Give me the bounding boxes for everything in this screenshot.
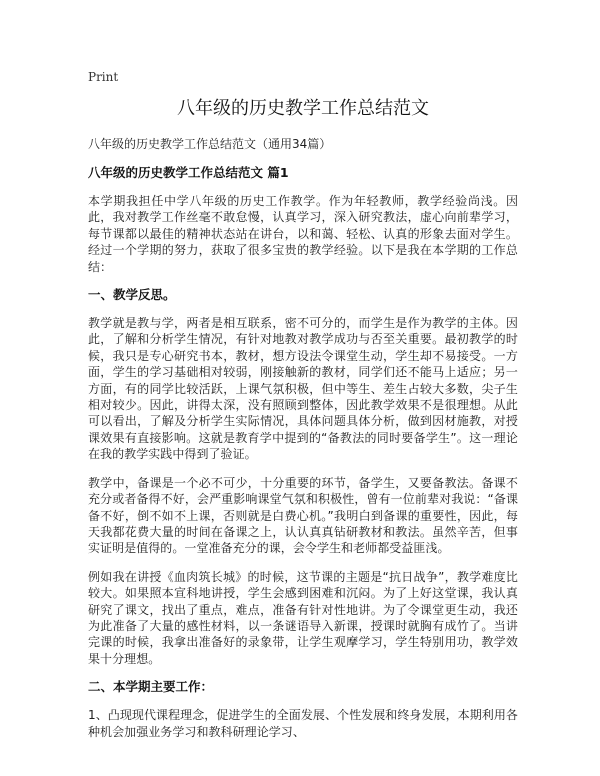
document-page bbox=[88, 70, 518, 750]
page-title: 八年级的历史教学工作总结范文 bbox=[177, 98, 429, 119]
reflection-paragraph-3: 例如我在讲授《血肉筑长城》的时候，这节课的主题是“抗日战争”，教学难度比较大。如果照本宣科地讲授，学生会感到困难和沉闷。为了上好这堂课，我认真研究了课文，找出了重点，难点，准备有针对性地讲。为了令课堂更生动，我还为此准备了大量的感性材料，以一条谜语导入新课，授课时就胸有成竹了。当讲完课的时候，我拿出准备好的录象带，让学生观摩学习，学生特别用功，教学效果十分理想。 bbox=[88, 569, 518, 666]
main-work-paragraph-1: 1、凸现现代课程理念，促进学生的全面发展、个性发展和终身发展，本期利用各种机会加强业务学习和教科研理论学习、 bbox=[88, 708, 518, 739]
reflection-paragraph-2: 教学中，备课是一个必不可少，十分重要的环节，备学生，又要备教法。备课不充分或者备得不好，会严重影响课堂气氛和积极性，曾有一位前辈对我说：“备课备不好，倒不如不上课，否则就是白费心机。”我明白到备课的重要性，因此，每天我都花费大量的时间在备课之上，认认真真钻研教材和教法。虽然辛苦，但事实证明是值得的。一堂准备充分的课，会令学生和老师都受益匪浅。 bbox=[88, 475, 518, 556]
intro-paragraph: 本学期我担任中学八年级的历史工作教学。作为年轻教师，教学经验尚浅。因此，我对教学工作丝毫不敢怠慢，认真学习，深入研究教法，虚心向前辈学习，每节课都以最佳的精神状态站在讲台，以和蔼、轻松、认真的形象去面对学生。经过一个学期的努力，获取了很多宝贵的教学经验。以下是我在本学期的工作总结： bbox=[88, 194, 518, 274]
document-subtitle: 八年级的历史教学工作总结范文（通用34篇） bbox=[88, 137, 332, 151]
reflection-paragraph-1: 教学就是教与学，两者是相互联系，密不可分的，而学生是作为教学的主体。因此，了解和分析学生情况，有针对地教对教学成功与否至关重要。最初教学的时候，我只是专心研究书本，教材，想方设法令课堂生动，学生却不易接受。一方面，学生的学习基础相对较弱，刚接触新的教材，同学们还不能马上适应；另一方面，有的同学比较活跃，上课气氛积极，但中等生、差生占较大多数，尖子生相对较少。因此，讲得太深，没有照顾到整体，因此教学效果不是很理想。从此可以看出，了解及分析学生实际情况，具体问题具体分析，做到因材施教，对授课效果有直接影响。这就是教育学中提到的“备教法的同时要备学生”。这一理论在我的教学实践中得到了验证。 bbox=[88, 316, 518, 462]
article-heading: 八年级的历史教学工作总结范文 篇1 bbox=[88, 165, 289, 180]
section-heading-reflection: 一、教学反思。 bbox=[88, 287, 176, 303]
section-heading-main-work: 二、本学期主要工作： bbox=[88, 679, 214, 695]
print-label[interactable]: Print bbox=[88, 70, 119, 84]
